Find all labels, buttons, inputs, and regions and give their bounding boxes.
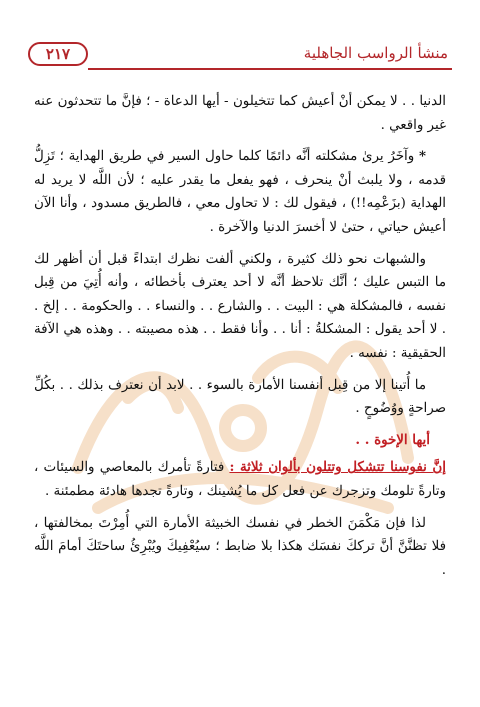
highlight-paragraph xyxy=(34,456,446,503)
page-header xyxy=(28,38,452,78)
highlight-paragraph-text: فتارةً تأمرك بالمعاصي والسيئات ، وتارةً تلومك وتزجرك عن فعل كل ما يُشينك ، وتارةً تجدها هادئة مطمئنة . xyxy=(34,460,446,499)
running-title: منشأ الرواسب الجاهلية xyxy=(303,44,448,62)
section-heading: أيها الإخوة . . xyxy=(355,431,430,448)
page-body xyxy=(34,90,446,590)
paragraph-2 xyxy=(34,145,446,239)
paragraph-4: ما أُتينا إلا من قِبل أنفسنا الأمارة بالسوء . . لابد أن نعترف بذلك . . بكُلِّ صراحةٍ ووُضُوحٍ . xyxy=(34,377,446,417)
page-number-badge: ٢١٧ xyxy=(28,42,88,66)
header-rule xyxy=(88,68,452,70)
closing-paragraph: لذا فإن مَكْمَنَ الخطر في نفسك الخبيثة الأمارة التي أُمِرْتَ بمخالفتها ، فلا تظنَّنَّ أنَّ ترككَ نفسَك هكذا بلا ضابط ؛ سيُعْفِيكَ ويُبْرِئُ ساحتَكَ أمامَ اللَّه . xyxy=(34,515,446,578)
star-bullet: * xyxy=(418,148,426,165)
paragraph-3: والشبهات نحو ذلك كثيرة ، ولكني ألفت نظرك ابتداءً قبل أن أظهر لك ما التبس عليك ؛ أنَّك تلاحظ أنَّه لا أحد يعترف بأخطائه ، وأنه أُتِيَ من قِبل نفسه ، فالمشكلة هي : البيت . . والشارع . . والنساء . . والحكومة . . إلخ . . لا أحد يقول : المشكلةُ : أنا . . وأنا فقط . . هذه مصيبته . . وهذه هي الآفة الحقيقية : نفسه . xyxy=(34,251,446,361)
paragraph-2-text: وآخَرُ يرىٰ مشكلته أنَّه دائمًا كلما حاول السير في طريق الهداية ؛ تَزِلُّ قدمه ، ولا يلبث أنْ ينحرف ، فهو يفعل ما يقدر عليه ؛ لأن اللَّه لا يريد له الهداية (بزَعْمِه!!) ، فيقول لك : لا تحاول معي ، فالطريق مسدود ، وأنا الآن أعيش حياتي ، حتىٰ لا أخسرَ الدنيا والآخرة . xyxy=(34,149,446,235)
paragraph-1: الدنيا . . لا يمكن أنْ أعيش كما تتخيلون - أيها الدعاة - ؛ فإنَّ ما تتحدثون عنه غير واقعي . xyxy=(34,94,446,133)
highlighted-phrase: إنَّ نفوسنا تتشكل وتتلون بألوان ثلاثة : xyxy=(229,459,446,476)
